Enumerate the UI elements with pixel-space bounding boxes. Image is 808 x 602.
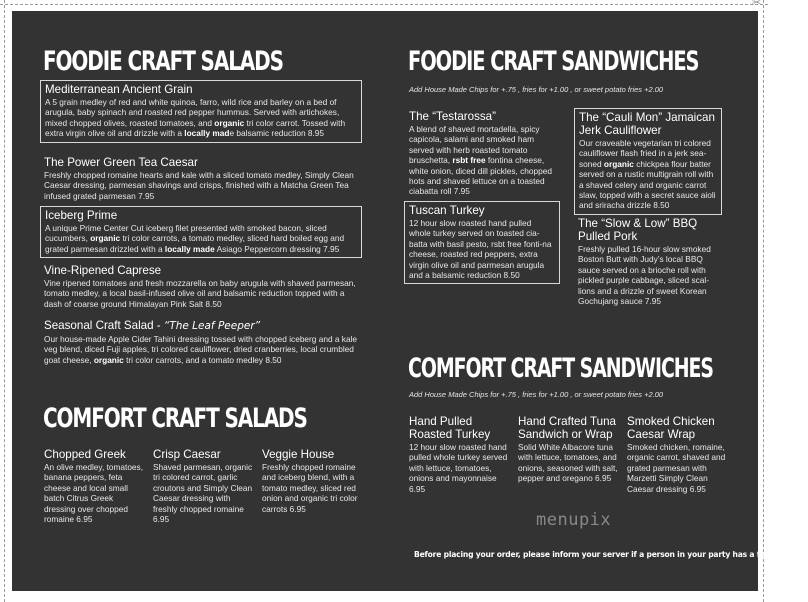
item-name: The “Testarossa” [409,110,496,123]
item-subtitle: “The Leaf Peeper” [163,320,261,332]
item-desc: Shaved parmesan, organic tri colored carrot, garlic croutons and Simply Clean Caesar dressing with freshly chopped romaine 6.95 [153,462,253,525]
item-name: The “Cauli Mon” Jamaican Jerk Cauliflower [579,111,715,137]
salad-item-power-green [44,156,362,201]
item-name: The “Slow & Low” BBQ Pulled Pork [578,217,698,243]
item-desc: A blend of shaved mortadella, spicy capicola, salami and smoked ham served with herb roasted tomato bruschetta, rsbt free fontina cheese, white onion, diced dill pickles, chopped hots and shaved lettuce on a toasted ciabatta roll 7.95 [409,124,552,197]
item-desc: Our house-made Apple Cider Tahini dressing tossed with chopped iceberg and a kale veg blend, diced Fuji apples, tri colored cauliflower, dried cranberries, local crumbled goat cheese, organic tri color carrots, and a tomato medley 8.50 [44,334,358,365]
item-desc: 12 hour slow roasted hand pulled whole turkey served with lettuce, tomatoes, onions and mayonnaise 6.95 [409,442,508,494]
sandwich-item-tuscan-turkey [404,201,560,284]
item-desc: A 5 grain medley of red and white quinoa, farro, wild rice and barley on a bed of arugula, baby spinach and roasted red pepper hummus. Served with artichokes, mixed chopped olives, roasted tomatoes, and organic tri color carrot. Tossed with extra virgin olive oil and drizzle with a locally made balsamic reduction 8.95 [45,97,346,139]
item-name: Hand Pulled Roasted Turkey [409,415,491,441]
salads-title: FOODIE CRAFT SALADS [43,46,283,77]
item-name: Hand Crafted Tuna Sandwich or Wrap [518,415,616,441]
comfort-salad-chopped-greek [44,448,144,524]
item-desc: Our craveable vegetarian tri colored cauliflower flash fried in a jerk sea-soned organic chickpea flour batter served on a rustic multigrain roll with a shaved celery and organic carrot slaw, topped with a secret sauce aioli and sriracha drizzle 8.50 [579,138,716,211]
cut-line-left [4,0,5,602]
sandwiches-title: FOODIE CRAFT SANDWICHES [408,46,699,77]
allergy-notice: Before placing your order, please inform your server if a person in your party has a food allergy. [414,550,808,559]
item-desc: Smoked chicken, romaine, organic carrot, shaved and grated parmesan with Marzetti Simply Clean Caesar dressing 6.95 [627,442,726,494]
item-name: Veggie House [262,448,335,461]
menupix-watermark: menupix [536,510,612,530]
item-name: Smoked Chicken Caesar Wrap [627,415,715,441]
item-desc: 12 hour slow roasted hand pulled whole turkey served on toasted cia-batta with basil pesto, rsbt free fonti-na cheese, roasted red peppers, extra virgin olive oil and parmesan arugula and a balsamic reduction 8.50 [409,218,552,281]
salad-item-mediterranean [40,80,362,143]
comfort-sandwich-chicken-caesar [627,415,727,494]
comfort-sandwich-tuna [518,415,622,484]
item-desc: Vine ripened tomatoes and fresh mozzarella on baby arugula with shaved parmesan, tomato medley, a local basil-infused olive oil and balsamic reduction topped with a dash of coarse ground Himalayan Pink Salt 8.50 [44,278,356,309]
scissors-icon: ✂ [752,0,762,9]
comfort-sandwich-turkey [409,415,509,494]
salad-item-caprese [44,264,362,309]
item-desc: Freshly pulled 16-hour slow smoked Boston Butt with Judy’s local BBQ sauce served on a brioche roll with pickled purple cabbage, sliced scal-lions and a drizzle of sweet Korean Gochujang sauce 7.95 [578,244,711,307]
cut-line-top [0,4,768,5]
sandwiches-sides-note: Add House Made Chips for +.75 , fries for +1.00 , or sweet potato fries +2.00 [409,85,664,94]
comfort-salad-crisp-caesar [153,448,253,524]
sandwich-item-cauli-mon [574,108,722,215]
item-name: Seasonal Craft Salad - “The Leaf Peeper” [44,319,261,332]
item-desc: An olive medley, tomatoes, banana peppers, feta cheese and local small batch Citrus Greek dressing over chopped romaine 6.95 [44,462,143,525]
comfort-salads-title: COMFORT CRAFT SALADS [43,403,307,434]
item-name: Crisp Caesar [153,448,221,461]
item-desc: Solid White Albacore tuna with lettuce, tomatoes, and onions, seasoned with salt, pepper and oregano 6.95 [518,442,618,484]
salad-item-iceberg [40,206,362,258]
comfort-sandwiches-title: COMFORT CRAFT SANDWICHES [408,353,713,384]
salad-item-seasonal [44,319,362,365]
item-name: Iceberg Prime [45,209,118,222]
item-name: The Power Green Tea Caesar [44,156,198,169]
comfort-salad-veggie-house [262,448,362,514]
item-name: Chopped Greek [44,448,126,461]
comfort-sandwiches-sides-note: Add House Made Chips for +.75 , fries for +1.00 , or sweet potato fries +2.00 [409,390,664,399]
item-desc: Freshly chopped romaine hearts and kale with a sliced tomato medley, Simply Clean Caesar dressing, parmesan shavings and crisps, finished with a Matcha Green Tea infused grated parmesan 7.95 [44,170,354,201]
sandwich-item-slow-low [578,217,722,306]
item-desc: A unique Prime Center Cut iceberg filet presented with smoked bacon, sliced cucumbers, organic tri color carrots, a tomato medley, sliced hard boiled egg and grated parmesan drizzled with a locally made Asiago Peppercorn dressing 7.95 [45,223,345,254]
item-desc: Freshly chopped romaine and iceberg blend, with a tomato medley, sliced red onion and organic tri color carrots 6.95 [262,462,358,514]
cut-line-right [763,0,764,602]
item-name: Tuscan Turkey [409,204,485,217]
sandwich-item-testarossa [409,110,561,197]
item-name: Vine-Ripened Caprese [44,264,162,277]
item-name: Mediterranean Ancient Grain [45,83,193,96]
